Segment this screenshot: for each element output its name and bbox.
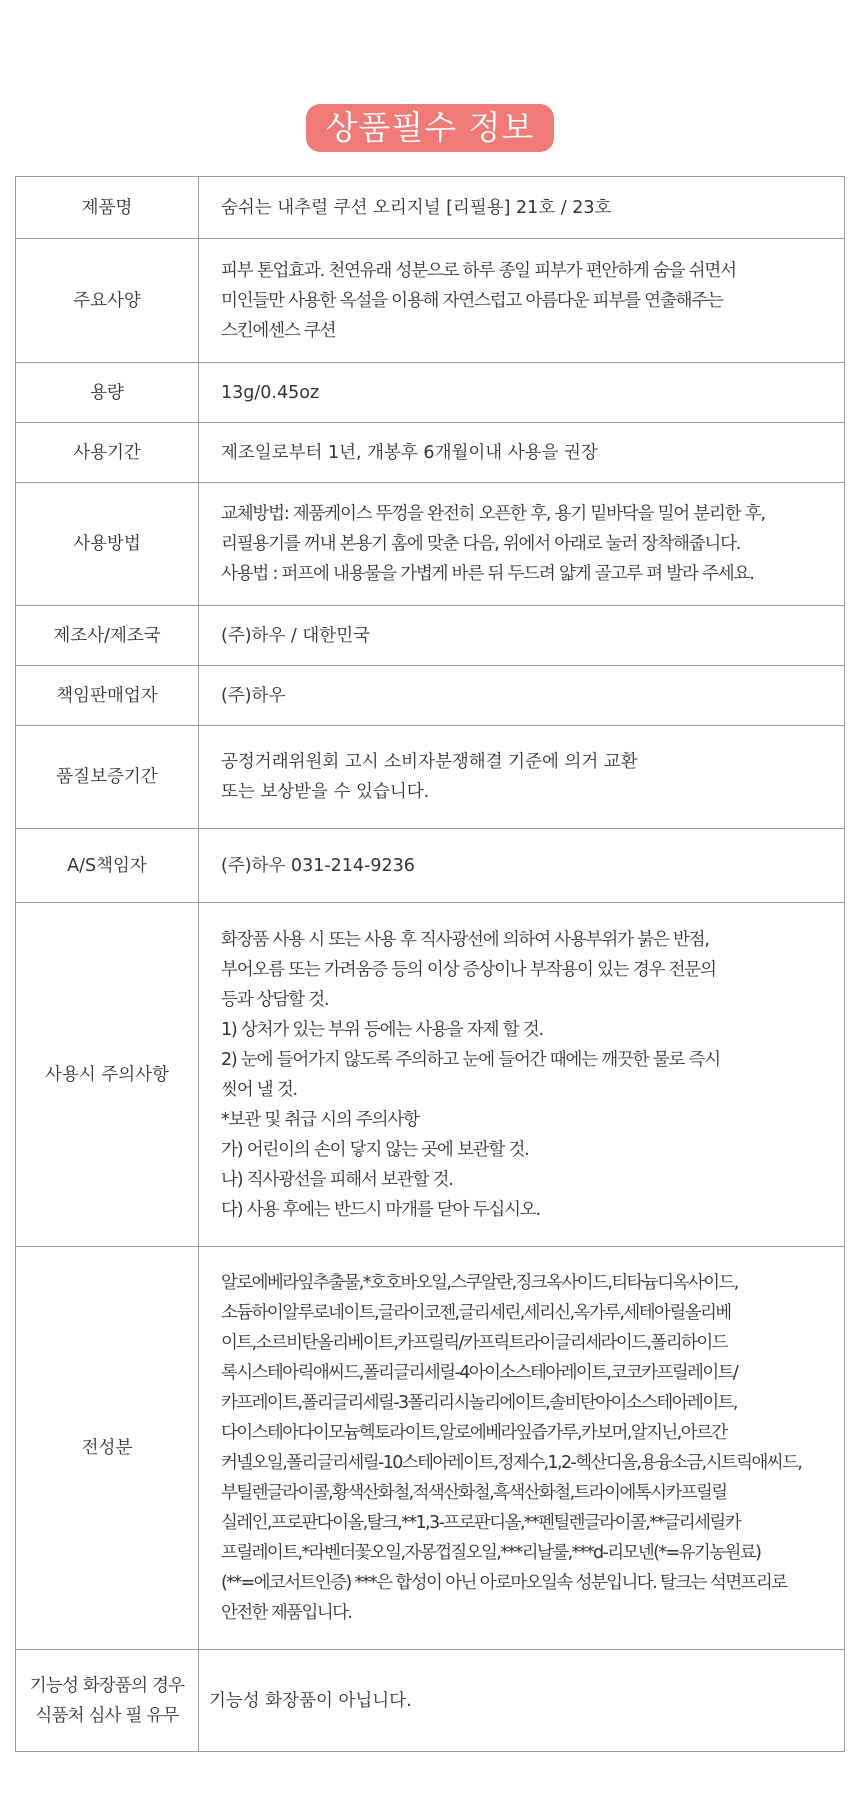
value-line: 소듐하이알루로네이트,글라이코젠,글리세린,세리신,옥가루,세테아릴올리베 (221, 1303, 731, 1323)
value-line: 록시스테아릭애씨드,폴리글리세릴-4아이소스테아레이트,코코카프릴레이트/ (221, 1363, 738, 1383)
value-line: 프릴레이트,*라벤더꽃오일,자몽껍질오일,***리날룰,***d-리모넨(*=유기농원료) (221, 1543, 761, 1563)
value-line: 숨쉬는 내추럴 쿠션 오리지널 [리필용] 21호 / 23호 (221, 197, 612, 218)
value-line: 실레인,프로판다이올,탈크,**1,3-프로판디올,**펜틸렌글라이콜,**글리세릴카 (221, 1513, 740, 1533)
row-label-functional-cosmetic (16, 1650, 199, 1752)
value-line: 교체방법: 제품케이스 뚜껑을 완전히 오픈한 후, 용기 밑바닥을 밀어 분리한 후, (221, 504, 765, 524)
row-label-precautions: 사용시 주의사항 (16, 903, 199, 1247)
value-line: (주)하우 031-214-9236 (221, 855, 415, 876)
page-title: 상품필수 정보 (306, 104, 555, 152)
row-label-as-manager: A/S책임자 (16, 829, 199, 903)
value-line: (주)하우 / 대한민국 (221, 625, 371, 646)
value-line: (주)하우 (221, 685, 286, 706)
value-line: 사용법 : 퍼프에 내용물을 가볍게 바른 뒤 두드려 얇게 골고루 펴 발라 주세요. (221, 564, 754, 584)
row-value-as-manager (199, 829, 845, 903)
value-line: 또는 보상받을 수 있습니다. (221, 782, 430, 802)
row-value-usage-period (199, 423, 845, 483)
row-label-responsible-seller: 책임판매업자 (16, 666, 199, 726)
row-value-quality-warranty (199, 726, 845, 829)
row-label-product-name: 제품명 (16, 177, 199, 239)
value-line: 리필용기를 꺼내 본용기 홈에 맞춘 다음, 위에서 아래로 눌러 장착해줍니다. (221, 534, 741, 554)
value-line: *보관 및 취급 시의 주의사항 (221, 1109, 419, 1130)
row-label-volume: 용량 (16, 363, 199, 423)
value-line: 피부 톤업효과. 천연유래 성분으로 하루 종일 피부가 편안하게 숨을 쉬면서 (221, 260, 736, 281)
value-line: 화장품 사용 시 또는 사용 후 직사광선에 의하여 사용부위가 붉은 반점, (221, 929, 709, 950)
product-info-table (15, 176, 845, 1752)
value-line: 씻어 낼 것. (221, 1079, 297, 1100)
row-value-functional-cosmetic (199, 1650, 845, 1752)
value-line: 다이스테아다이모늄헥토라이트,알로에베라잎즙가루,카보머,알지닌,아르간 (221, 1423, 727, 1443)
value-line: 안전한 제품입니다. (221, 1603, 352, 1623)
row-label-quality-warranty: 품질보증기간 (16, 726, 199, 829)
value-line: 기능성 화장품이 아닙니다. (209, 1690, 412, 1711)
value-line: 2) 눈에 들어가지 않도록 주의하고 눈에 들어간 때에는 깨끗한 물로 즉시 (221, 1049, 720, 1070)
row-value-ingredients (199, 1247, 845, 1650)
row-label-ingredients: 전성분 (16, 1247, 199, 1650)
table-row (16, 666, 845, 726)
row-value-volume (199, 363, 845, 423)
table-row (16, 606, 845, 666)
table-row (16, 177, 845, 239)
row-label-manufacturer: 제조사/제조국 (16, 606, 199, 666)
row-label-main-spec: 주요사양 (16, 239, 199, 363)
value-line: 1) 상처가 있는 부위 등에는 사용을 자제 할 것. (221, 1019, 543, 1040)
table-row (16, 363, 845, 423)
row-value-main-spec (199, 239, 845, 363)
row-value-precautions (199, 903, 845, 1247)
value-line: 부어오름 또는 가려움증 등의 이상 증상이나 부작용이 있는 경우 전문의 (221, 959, 716, 980)
table-row (16, 483, 845, 606)
value-line: 이트,소르비탄올리베이트,카프릴릭/카프릭트라이글리세라이드,폴리하이드 (221, 1333, 727, 1353)
label-line: 기능성 화장품의 경우 (29, 1675, 185, 1696)
value-line: 다) 사용 후에는 반드시 마개를 닫아 두십시오. (221, 1199, 540, 1220)
row-value-responsible-seller (199, 666, 845, 726)
table-row (16, 903, 845, 1247)
row-value-manufacturer (199, 606, 845, 666)
title-wrap (0, 104, 860, 152)
table-row (16, 1247, 845, 1650)
row-value-product-name (199, 177, 845, 239)
value-line: 13g/0.45oz (221, 382, 320, 403)
value-line: 알로에베라잎추출물,*호호바오일,스쿠알란,징크옥사이드,티타늄디옥사이드, (221, 1273, 738, 1293)
value-line: 제조일로부터 1년, 개봉후 6개월이내 사용을 권장 (221, 442, 598, 463)
table-row (16, 239, 845, 363)
value-line: 스킨에센스 쿠션 (221, 320, 336, 341)
row-value-usage-method (199, 483, 845, 606)
value-line: 카프레이트,폴리글리세릴-3폴리리시놀리에이트,솔비탄아이소스테아레이트, (221, 1393, 737, 1413)
label-line: 식품처 심사 필 유무 (35, 1705, 179, 1726)
value-line: 공정거래위원회 고시 소비자분쟁해결 기준에 의거 교환 (221, 752, 638, 772)
row-label-usage-period: 사용기간 (16, 423, 199, 483)
value-line: (**=에코서트인증) ***은 합성이 아닌 아로마오일속 성분입니다. 탈크는 석면프리로 (221, 1573, 787, 1593)
value-line: 가) 어린이의 손이 닿지 않는 곳에 보관할 것. (221, 1139, 529, 1160)
table-row (16, 1650, 845, 1752)
value-line: 미인들만 사용한 옥설을 이용해 자연스럽고 아름다운 피부를 연출해주는 (221, 290, 723, 311)
table-row (16, 423, 845, 483)
value-line: 등과 상담할 것. (221, 989, 329, 1010)
row-label-usage-method: 사용방법 (16, 483, 199, 606)
value-line: 부틸렌글라이콜,황색산화철,적색산화철,흑색산화철,트라이에톡시카프릴릴 (221, 1483, 727, 1503)
table-row (16, 726, 845, 829)
value-line: 커넬오일,폴리글리세릴-10스테아레이트,정제수,1,2-헥산디올,용융소금,시트릭애씨드, (221, 1453, 802, 1473)
value-line: 나) 직사광선을 피해서 보관할 것. (221, 1169, 453, 1190)
table-row (16, 829, 845, 903)
